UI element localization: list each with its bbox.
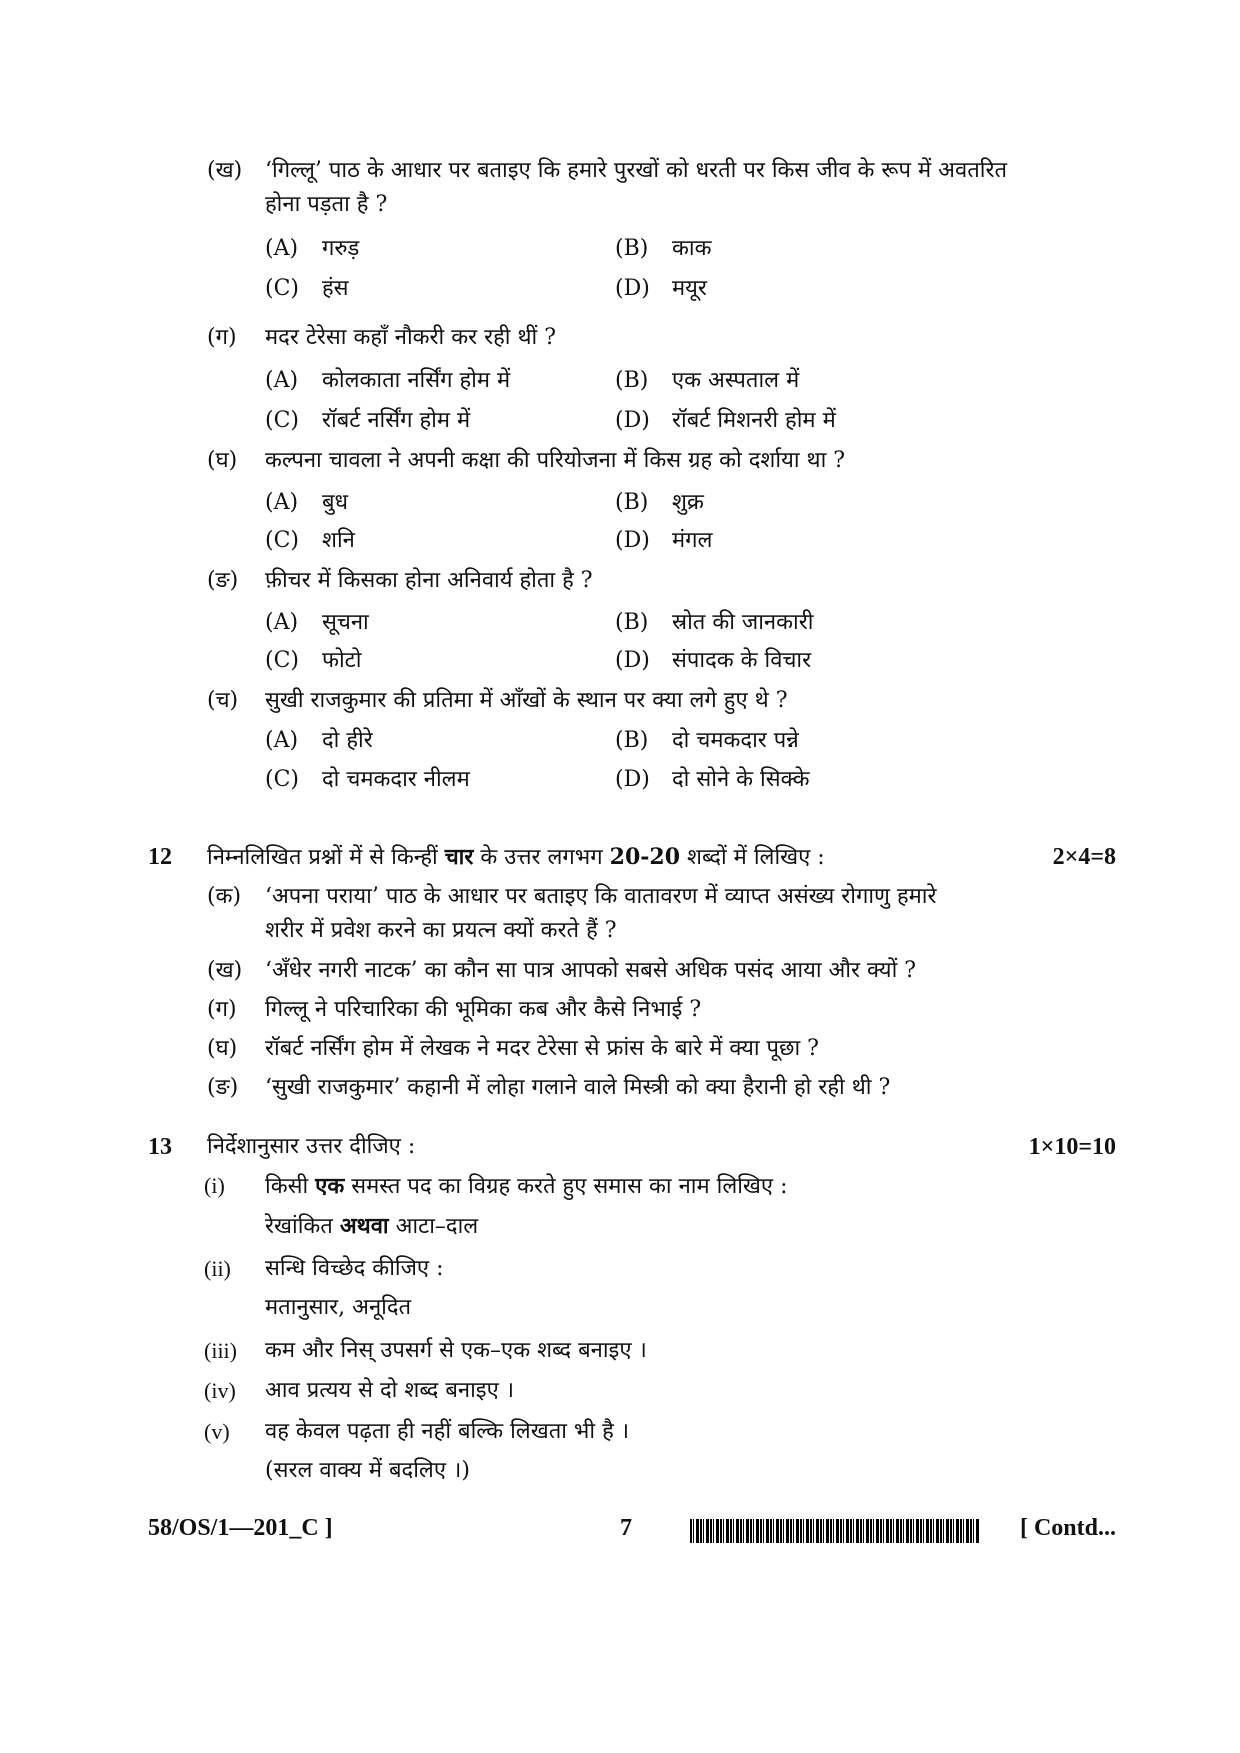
q13-iii-text: कम और निस् उपसर्ग से एक–एक शब्द बनाइए ।	[265, 1338, 647, 1363]
q12-kha-label: (ख)	[207, 958, 243, 983]
question-instruction	[207, 842, 825, 873]
option-text: रॉबर्ट नर्सिंग होम में	[322, 408, 471, 433]
option-label: (D)	[615, 648, 650, 673]
option-label: (A)	[265, 490, 299, 515]
barcode-icon	[690, 1519, 980, 1543]
q12-ka-text-2: शरीर में प्रवेश करने का प्रयत्न क्यों करते हैं ?	[265, 918, 617, 943]
q11-ga-label: (ग)	[207, 325, 237, 350]
option-label: (D)	[615, 528, 650, 553]
option-text: गरुड़	[322, 236, 360, 261]
q11-cha-label: (च)	[207, 688, 239, 713]
option-label: (C)	[265, 408, 299, 433]
option-text: हंस	[322, 276, 349, 301]
q11-ga-text: मदर टेरेसा कहाँ नौकरी कर रही थीं ?	[265, 325, 557, 350]
option-text: दो चमकदार नीलम	[322, 767, 470, 792]
q13-v-text: वह केवल पढ़ता ही नहीं बल्कि लिखता भी है ।	[265, 1419, 630, 1444]
option-label: (A)	[265, 728, 299, 753]
question-number: 13	[148, 1134, 172, 1160]
continued-label: [ Contd...	[1019, 1515, 1116, 1541]
instruction-bold: 20-20	[609, 844, 681, 870]
option-label: (D)	[615, 276, 650, 301]
option-label: (D)	[615, 767, 650, 792]
q12-ga-label: (ग)	[207, 997, 237, 1022]
text-part: रेखांकित	[265, 1214, 340, 1239]
option-label: (B)	[615, 236, 649, 261]
q11-kha-text-2: होना पड़ता है ?	[265, 192, 388, 217]
q13-iv-label: (iv)	[204, 1378, 236, 1403]
q13-i-text	[265, 1171, 788, 1202]
option-label: (C)	[265, 528, 299, 553]
q11-kha-label: (ख)	[207, 158, 243, 183]
option-text: मंगल	[672, 528, 713, 553]
option-text: सूचना	[322, 610, 369, 635]
q11-nga-text: फ़ीचर में किसका होना अनिवार्य होता है ?	[265, 568, 593, 593]
paper-code: 58/OS/1—201_C ]	[148, 1515, 333, 1541]
option-text: मयूर	[672, 276, 707, 301]
option-text: काक	[672, 236, 712, 261]
option-label: (C)	[265, 276, 299, 301]
q13-i-text-2	[265, 1211, 478, 1242]
instruction-part: शब्दों में लिखिए :	[680, 845, 825, 870]
option-label: (C)	[265, 767, 299, 792]
option-label: (C)	[265, 648, 299, 673]
question-instruction: निर्देशानुसार उत्तर दीजिए :	[207, 1134, 416, 1159]
text-part: समस्त पद का विग्रह करते हुए समास का नाम लिखिए :	[344, 1174, 788, 1199]
q13-i-label: (i)	[204, 1173, 225, 1198]
q12-kha-text: ‘अँधेर नगरी नाटक’ का कौन सा पात्र आपको सबसे अधिक पसंद आया और क्यों ?	[265, 958, 917, 983]
option-text: शुक्र	[672, 490, 704, 515]
q11-nga-label: (ङ)	[207, 568, 239, 593]
q11-gha-text: कल्पना चावला ने अपनी कक्षा की परियोजना में किस ग्रह को दर्शाया था ?	[265, 448, 846, 473]
q12-nga-label: (ङ)	[207, 1075, 239, 1100]
option-text: एक अस्पताल में	[672, 368, 800, 393]
q12-ka-label: (क)	[207, 884, 242, 909]
option-text: स्रोत की जानकारी	[672, 610, 814, 635]
option-text: फोटो	[322, 648, 362, 673]
q13-iv-text: आव प्रत्यय से दो शब्द बनाइए ।	[265, 1378, 515, 1403]
text-bold: एक	[315, 1173, 345, 1199]
q13-ii-text: सन्धि विच्छेद कीजिए :	[265, 1256, 444, 1281]
instruction-part: के उत्तर लगभग	[473, 845, 610, 870]
instruction-bold: चार	[444, 844, 474, 870]
q12-ga-text: गिल्लू ने परिचारिका की भूमिका कब और कैसे निभाई ?	[265, 997, 702, 1022]
q13-ii-label: (ii)	[204, 1256, 231, 1281]
option-label: (A)	[265, 236, 299, 261]
q12-gha-label: (घ)	[207, 1036, 238, 1061]
q11-cha-text: सुखी राजकुमार की प्रतिमा में आँखों के स्थान पर क्या लगे हुए थे ?	[265, 688, 788, 713]
option-label: (A)	[265, 610, 299, 635]
q13-ii-text-2: मतानुसार, अनूदित	[265, 1295, 412, 1320]
page-footer	[0, 1515, 1240, 1547]
q13-v-text-2: (सरल वाक्य में बदलिए ।)	[265, 1458, 470, 1483]
page-number: 7	[620, 1515, 632, 1541]
q12-nga-text: ‘सुखी राजकुमार’ कहानी में लोहा गलाने वाले मिस्त्री को क्या हैरानी हो रही थी ?	[265, 1075, 891, 1100]
option-label: (A)	[265, 368, 299, 393]
option-label: (B)	[615, 368, 649, 393]
option-text: बुध	[322, 490, 349, 515]
option-text: रॉबर्ट मिशनरी होम में	[672, 408, 836, 433]
question-number: 12	[148, 844, 172, 870]
q13-v-label: (v)	[204, 1419, 230, 1444]
option-text: शनि	[322, 528, 355, 553]
marks: 2×4=8	[1052, 844, 1116, 870]
text-part: आटा–दाल	[388, 1214, 479, 1239]
marks: 1×10=10	[1028, 1134, 1116, 1160]
q11-gha-label: (घ)	[207, 448, 238, 473]
option-text: दो चमकदार पन्ने	[672, 728, 799, 753]
instruction-part: निम्नलिखित प्रश्नों में से किन्हीं	[207, 845, 445, 870]
option-text: दो हीरे	[322, 728, 373, 753]
option-label: (B)	[615, 490, 649, 515]
option-text: दो सोने के सिक्के	[672, 767, 810, 792]
q12-ka-text: ‘अपना पराया’ पाठ के आधार पर बताइए कि वातावरण में व्याप्त असंख्य रोगाणु हमारे	[265, 884, 937, 909]
option-label: (B)	[615, 728, 649, 753]
option-text: कोलकाता नर्सिंग होम में	[322, 368, 511, 393]
text-part: किसी	[265, 1174, 316, 1199]
q12-gha-text: रॉबर्ट नर्सिंग होम में लेखक ने मदर टेरेसा से फ्रांस के बारे में क्या पूछा ?	[265, 1036, 819, 1061]
q11-kha-text: ‘गिल्लू’ पाठ के आधार पर बताइए कि हमारे पुरखों को धरती पर किस जीव के रूप में अवतरित	[265, 158, 1007, 183]
option-label: (B)	[615, 610, 649, 635]
text-bold: अथवा	[339, 1213, 389, 1239]
option-label: (D)	[615, 408, 650, 433]
q13-iii-label: (iii)	[204, 1338, 237, 1363]
option-text: संपादक के विचार	[672, 648, 812, 673]
